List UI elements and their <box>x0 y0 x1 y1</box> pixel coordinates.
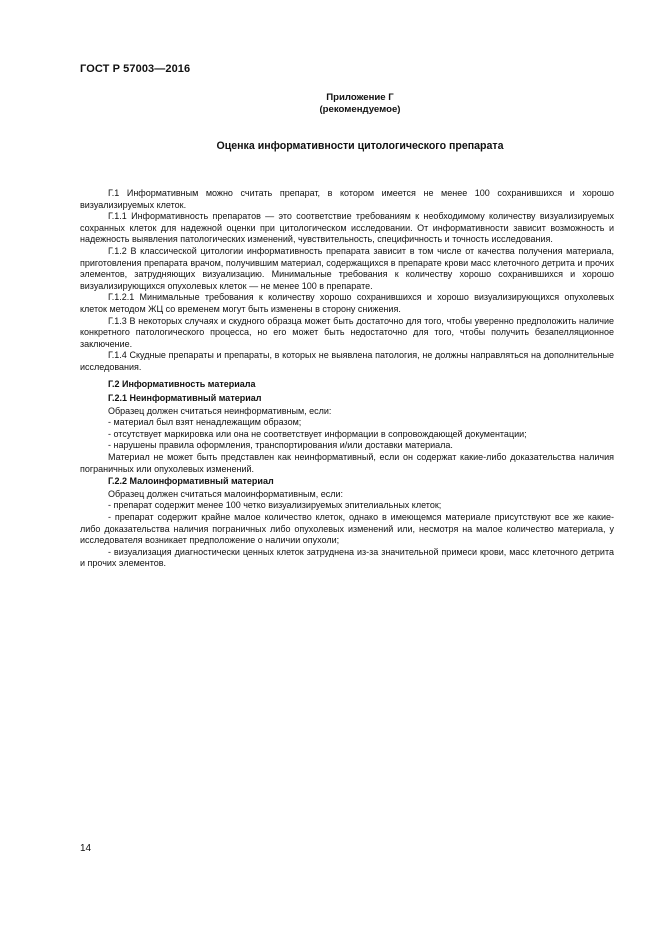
paragraph: Материал не может быть представлен как неинформативный, если он содержат какие-либо доказательства наличия пограничных или опухолевых изменений. <box>80 452 614 474</box>
page-number: 14 <box>80 843 92 854</box>
paragraph: Г.1.2 В классической цитологии информативность препарата зависит в том числе от качества получения материала, приготовления препарата врачом, получившим материал, содержащихся в препарате крови масс клеточного детрита и прочих элементов, затрудняющих визуализацию. Минимальные требования к количеству хорошо сохранившихся и хорошо визуализирующихся опухолевых клеток — не менее 100 в препарате. <box>80 245 614 291</box>
document-title: Оценка информативности цитологического препарата <box>216 140 504 152</box>
list-item: - визуализация диагностически ценных клеток затруднена из-за значительной примеси крови, масс клеточного детрита и прочих элементов. <box>80 546 614 569</box>
list-item: - материал был взят ненадлежащим образом; <box>108 417 302 428</box>
paragraph: Г.1 Информативным можно считать препарат, в котором имеется не менее 100 сохранившихся и хорошо визуализируемых клеток. <box>80 188 614 210</box>
list-item: - нарушены правила оформления, транспортирования и/или доставки материала. <box>108 440 453 451</box>
subsection-heading: Г.2.1 Неинформативный материал <box>108 393 262 404</box>
paragraph: Г.1.4 Скудные препараты и препараты, в которых не выявлена патология, не должны направляться на дополнительные исследования. <box>80 350 614 372</box>
appendix-heading <box>80 92 620 116</box>
paragraph: Г.1.1 Информативность препаратов — это соответствие требованиям к необходимому количеству визуализируемых сохранных клеток для надежной оценки при цитологическом исследовании. От информативности зависит возможность и надежность выявления патологических изменений, чувствительность, специфичность и точность исследования. <box>80 211 614 245</box>
section-heading: Г.2 Информативность материала <box>108 378 256 389</box>
document-body <box>80 188 614 570</box>
appendix-label: Приложение Г <box>326 92 394 103</box>
subsection-heading: Г.2.2 Малоинформативный материал <box>108 476 274 487</box>
standard-code: ГОСТ Р 57003—2016 <box>80 63 191 75</box>
list-item: - препарат содержит менее 100 четко визуализируемых эпителиальных клеток; <box>108 500 442 511</box>
list-intro: Образец должен считаться неинформативным, если: <box>108 405 332 416</box>
paragraph: Г.1.2.1 Минимальные требования к количеству хорошо сохранившихся и хорошо визуализирующихся опухолевых клеток методом ЖЦ со временем могут быть изменены в сторону снижения. <box>80 292 614 314</box>
list-item: - препарат содержит крайне малое количество клеток, однако в имеющемся материале присутствуют все же какие-либо доказательства наличия пограничных либо опухолевых изменений или, несмотря на малое количество материала, у исследователя возникает предположение о наличии опухоли; <box>80 512 614 546</box>
paragraph: Г.1.3 В некоторых случаях и скудного образца может быть достаточно для того, чтобы уверенно предположить наличие конкретного патологического процесса, но его может быть недостаточно для того, чтобы получить безапелляционное заключение. <box>80 315 614 349</box>
list-item: - отсутствует маркировка или она не соответствует информации в сопровождающей документации; <box>108 428 527 439</box>
appendix-type: (рекомендуемое) <box>319 104 401 115</box>
list-intro: Образец должен считаться малоинформативным, если: <box>108 488 343 499</box>
